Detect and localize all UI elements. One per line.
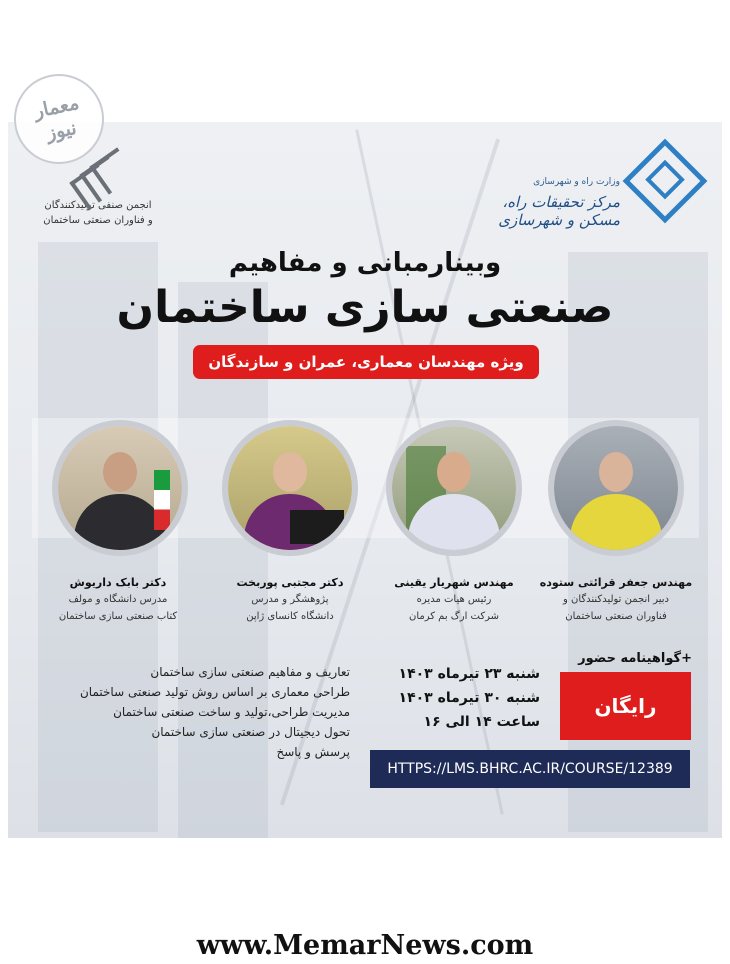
watermark-text: نیوز bbox=[44, 116, 79, 145]
organization-logo-block bbox=[460, 145, 705, 229]
speaker-name: دکتر مجتبی پوربخت bbox=[236, 576, 344, 589]
speaker-photo bbox=[386, 420, 522, 556]
session-time: ساعت ۱۴ الی ۱۶ bbox=[423, 714, 540, 730]
speaker-photo bbox=[222, 420, 358, 556]
watermark-text: معمار bbox=[32, 91, 81, 123]
footer-website[interactable]: www.MemarNews.com bbox=[196, 930, 534, 961]
speaker-caption bbox=[531, 574, 701, 625]
speaker-role: فناوران صنعتی ساختمان bbox=[565, 611, 667, 622]
session-date: شنبه ۲۳ تیرماه ۱۴۰۳ bbox=[398, 666, 540, 682]
speaker-role: رئیس هیات مدیره bbox=[416, 594, 492, 605]
bhrc-logo-icon bbox=[623, 139, 708, 224]
speaker-role: دانشگاه کانسای ژاپن bbox=[246, 611, 334, 622]
speaker-name: دکتر بابک داریوش bbox=[69, 576, 167, 589]
session-date: شنبه ۳۰ تیرماه ۱۴۰۳ bbox=[398, 690, 540, 706]
association-name: و فناوران صنعتی ساختمان bbox=[43, 215, 153, 226]
ministry-name: وزارت راه و شهرسازی bbox=[533, 177, 620, 187]
association-name: انجمن صنفی تولیدکنندگان bbox=[44, 200, 152, 211]
association-logo-icon bbox=[18, 150, 178, 198]
speaker-photo bbox=[548, 420, 684, 556]
speaker-name: مهندس جعفر قرائتی ستوده bbox=[539, 576, 693, 589]
speaker-role: پژوهشگر و مدرس bbox=[251, 594, 329, 605]
schedule-block bbox=[360, 662, 540, 734]
speaker-role: دبیر انجمن تولیدکنندگان و bbox=[562, 594, 669, 605]
speaker-caption bbox=[33, 574, 203, 625]
speaker-caption bbox=[205, 574, 375, 625]
speaker-caption bbox=[369, 574, 539, 625]
speaker-role: کتاب صنعتی سازی ساختمان bbox=[58, 611, 178, 622]
topics-list bbox=[60, 662, 350, 762]
webinar-title-line2: صنعتی سازی ساختمان bbox=[116, 282, 614, 333]
topic-item: تعاریف و مفاهیم صنعتی سازی ساختمان bbox=[150, 665, 350, 679]
speaker-photo bbox=[52, 420, 188, 556]
speaker-role: مدرس دانشگاه و مولف bbox=[68, 594, 168, 605]
topic-item: مدیریت طراحی،تولید و ساخت صنعتی ساختمان bbox=[113, 705, 350, 719]
topic-item: پرسش و پاسخ bbox=[276, 745, 350, 759]
topic-item: طراحی معماری بر اساس روش تولید صنعتی ساختمان bbox=[79, 685, 350, 699]
topic-item: تحول دیجیتال در صنعتی سازی ساختمان bbox=[151, 725, 350, 739]
certificate-label: +گواهینامه حضور bbox=[578, 651, 692, 666]
speaker-role: شرکت ارگ بم کرمان bbox=[408, 611, 500, 622]
speaker-name: مهندس شهریار یقینی bbox=[394, 576, 514, 589]
research-center-name: مرکز تحقیقات راه، مسکن و شهرسازی bbox=[498, 193, 620, 229]
registration-link[interactable]: HTTPS://LMS.BHRC.AC.IR/COURSE/12389 bbox=[370, 750, 690, 788]
audience-badge: ویژه مهندسان معماری، عمران و سازندگان bbox=[193, 345, 539, 379]
association-logo-block bbox=[18, 150, 178, 228]
price-badge: رایگان bbox=[560, 672, 691, 740]
webinar-title-line1: وبینارمبانی و مفاهیم bbox=[228, 248, 502, 278]
